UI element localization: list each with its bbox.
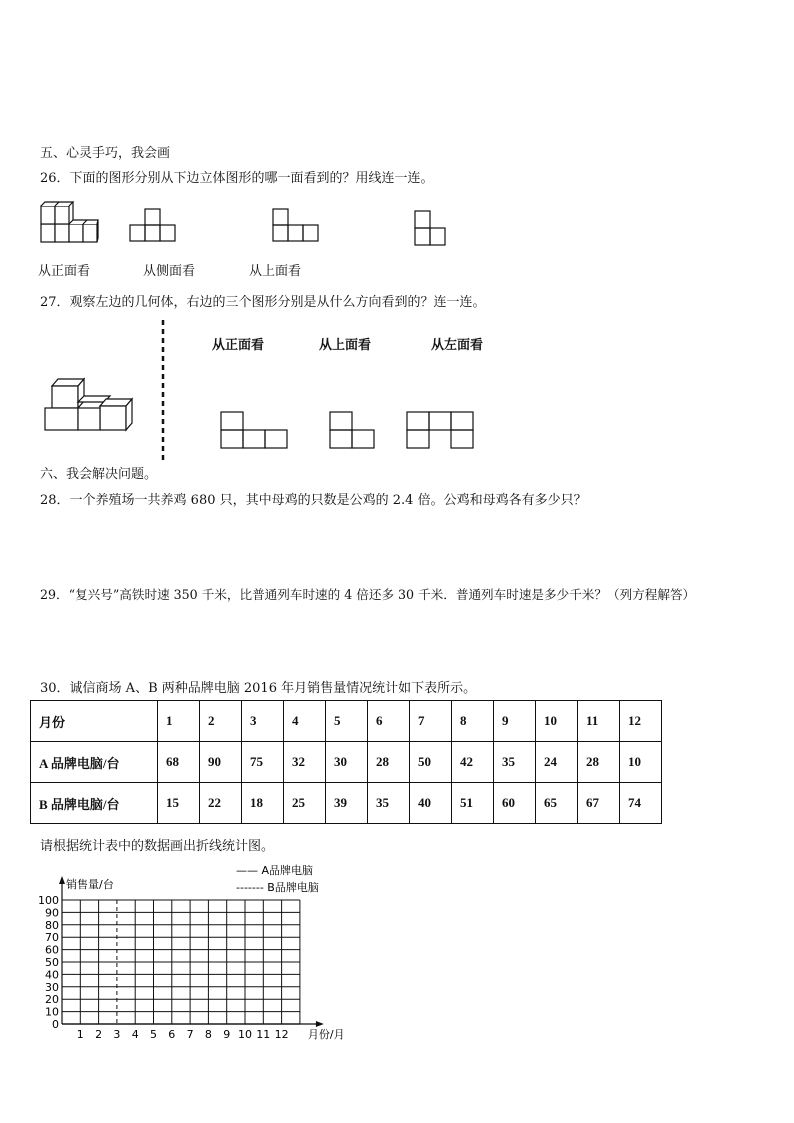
value-cell: 39 — [326, 783, 368, 824]
value-cell: 28 — [578, 742, 620, 783]
y-tick-label: 90 — [45, 906, 59, 920]
x-tick-label: 3 — [113, 1028, 121, 1041]
q30-instruction: 请根据统计表中的数据画出折线统计图。 — [40, 839, 275, 854]
divider-dashed-line — [161, 320, 165, 460]
x-tick-label: 6 — [168, 1028, 176, 1041]
x-tick-label: 9 — [223, 1028, 231, 1041]
row-label: B 品牌电脑/台 — [31, 783, 158, 824]
month-cell: 10 — [536, 701, 578, 742]
question-text: 一个养殖场一共养鸡 680 只，其中母鸡的只数是公鸡的 2.4 倍。公鸡和母鸡各有多少只？ — [69, 493, 587, 508]
q27-view-a — [220, 411, 288, 449]
q26-label-top: 从上面看 — [249, 264, 302, 279]
value-cell: 65 — [536, 783, 578, 824]
x-tick-label: 10 — [238, 1028, 252, 1041]
section-heading-6: 六、我会解决问题。 — [40, 467, 158, 482]
table-row — [31, 742, 662, 783]
table-header-row — [31, 701, 662, 742]
question-number: 27． — [40, 295, 70, 310]
value-cell: 74 — [620, 783, 662, 824]
month-cell: 7 — [410, 701, 452, 742]
value-cell: 24 — [536, 742, 578, 783]
y-tick-label: 20 — [45, 993, 59, 1007]
month-cell: 5 — [326, 701, 368, 742]
value-cell: 67 — [578, 783, 620, 824]
q27-label-front: 从正面看 — [212, 338, 265, 353]
value-cell: 18 — [242, 783, 284, 824]
sales-table — [30, 700, 662, 824]
x-tick-label: 4 — [131, 1028, 139, 1041]
value-cell: 28 — [368, 742, 410, 783]
question-28 — [40, 489, 587, 508]
q26-solid-figure — [40, 200, 100, 245]
value-cell: 68 — [158, 742, 200, 783]
value-cell: 25 — [284, 783, 326, 824]
value-cell: 35 — [368, 783, 410, 824]
q27-solid-figure — [44, 378, 139, 433]
question-number: 29． — [40, 587, 69, 602]
question-26 — [40, 167, 434, 186]
q26-view-b — [273, 208, 319, 242]
x-axis-arrow — [316, 1021, 324, 1027]
q27-label-top: 从上面看 — [319, 338, 372, 353]
value-cell: 50 — [410, 742, 452, 783]
month-cell: 12 — [620, 701, 662, 742]
q26-label-side: 从侧面看 — [143, 264, 196, 279]
value-cell: 90 — [200, 742, 242, 783]
month-cell: 4 — [284, 701, 326, 742]
y-axis-title: 销售量/台 — [66, 878, 114, 891]
question-29 — [40, 584, 695, 603]
y-tick-label: 0 — [52, 1018, 59, 1031]
y-tick-label: 100 — [38, 894, 59, 907]
month-cell: 8 — [452, 701, 494, 742]
q26-label-front: 从正面看 — [38, 264, 91, 279]
y-tick-label: 40 — [45, 968, 59, 982]
legend-item-b: ------- B品牌电脑 — [236, 881, 319, 894]
q26-view-c — [415, 210, 447, 246]
row-label: A 品牌电脑/台 — [31, 742, 158, 783]
value-cell: 51 — [452, 783, 494, 824]
y-tick-label: 50 — [45, 956, 59, 969]
y-tick-label: 60 — [45, 943, 59, 957]
y-tick-label: 30 — [45, 980, 59, 994]
x-axis-title: 月份/月 — [307, 1028, 345, 1041]
table-header-cell: 月份 — [31, 701, 158, 742]
value-cell: 35 — [494, 742, 536, 783]
y-axis-arrow — [59, 876, 65, 884]
month-cell: 11 — [578, 701, 620, 742]
month-cell: 6 — [368, 701, 410, 742]
value-cell: 40 — [410, 783, 452, 824]
y-tick-label: 10 — [45, 1005, 59, 1019]
blank-line-chart — [30, 860, 350, 1050]
question-text: 观察左边的几何体，右边的三个图形分别是从什么方向看到的？连一连。 — [69, 295, 486, 310]
value-cell: 30 — [326, 742, 368, 783]
x-tick-label: 8 — [204, 1028, 212, 1041]
x-tick-label: 7 — [186, 1028, 194, 1041]
section-heading-5: 五、心灵手巧，我会画 — [40, 146, 171, 161]
value-cell: 10 — [620, 742, 662, 783]
value-cell: 75 — [242, 742, 284, 783]
table-row — [31, 783, 662, 824]
month-cell: 1 — [158, 701, 200, 742]
question-number: 30． — [40, 681, 70, 696]
x-tick-label: 1 — [76, 1028, 84, 1041]
value-cell: 32 — [284, 742, 326, 783]
month-cell: 9 — [494, 701, 536, 742]
q26-view-a — [130, 208, 176, 242]
month-cell: 2 — [200, 701, 242, 742]
question-27 — [40, 291, 486, 310]
value-cell: 42 — [452, 742, 494, 783]
question-text: “复兴号”高铁时速 350 千米，比普通列车时速的 4 倍还多 30 千米．普通列车时速是多少千米？（列方程解答） — [68, 587, 696, 602]
question-number: 26． — [40, 171, 70, 186]
question-text: 诚信商场 A、B 两种品牌电脑 2016 年月销售量情况统计如下表所示。 — [69, 681, 477, 696]
month-cell: 3 — [242, 701, 284, 742]
x-tick-label: 2 — [95, 1028, 103, 1041]
value-cell: 60 — [494, 783, 536, 824]
x-tick-label: 12 — [274, 1028, 289, 1041]
q27-view-b — [329, 411, 375, 449]
x-tick-label: 5 — [150, 1028, 157, 1041]
y-tick-label: 80 — [45, 918, 59, 932]
value-cell: 22 — [200, 783, 242, 824]
question-number: 28． — [40, 493, 70, 508]
question-30 — [40, 677, 476, 696]
question-text: 下面的图形分别从下边立体图形的哪一面看到的？用线连一连。 — [69, 171, 434, 186]
q27-label-left: 从左面看 — [431, 338, 484, 353]
y-tick-label: 70 — [45, 931, 59, 945]
x-tick-label: 11 — [256, 1028, 271, 1041]
value-cell: 15 — [158, 783, 200, 824]
legend-item-a: —— A品牌电脑 — [236, 864, 314, 877]
q27-view-c — [406, 411, 474, 449]
